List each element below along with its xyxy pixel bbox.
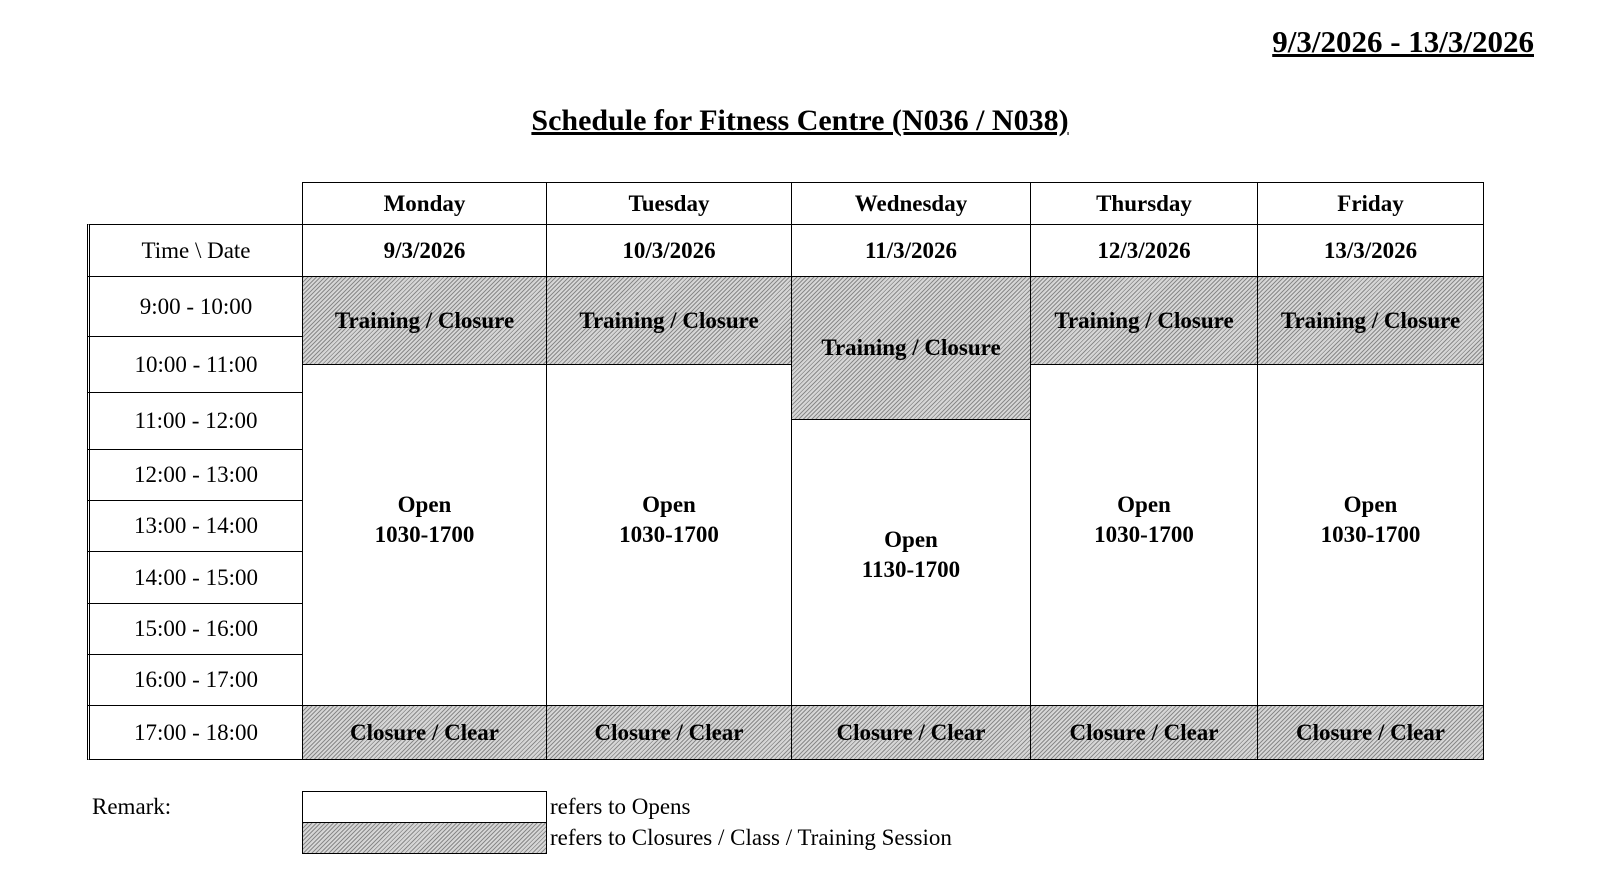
training-closure-block-friday: Training / Closure [1257, 276, 1484, 365]
day-header-tuesday: Tuesday [546, 182, 792, 225]
open-label: Open [1117, 492, 1171, 517]
legend-swatch-open [302, 791, 547, 823]
remark-label: Remark: [92, 794, 172, 819]
open-block-friday [1257, 364, 1484, 706]
time-slot: 14:00 - 15:00 [87, 551, 303, 604]
training-closure-block-thursday: Training / Closure [1030, 276, 1258, 365]
time-slot: 10:00 - 11:00 [87, 336, 303, 393]
legend-open-text: refers to Opens [550, 794, 691, 819]
time-slot: 11:00 - 12:00 [87, 392, 303, 450]
day-header-thursday: Thursday [1030, 182, 1258, 225]
open-block-tuesday [546, 364, 792, 706]
open-hours: 1030-1700 [1094, 522, 1194, 547]
open-block-monday [302, 364, 547, 706]
open-hours: 1030-1700 [374, 522, 475, 547]
date-friday: 13/3/2026 [1257, 224, 1484, 277]
closure-clear-block-tuesday: Closure / Clear [546, 705, 792, 760]
training-closure-block-wednesday: Training / Closure [791, 276, 1031, 420]
training-closure-block-tuesday: Training / Closure [546, 276, 792, 365]
date-monday: 9/3/2026 [302, 224, 547, 277]
day-header-monday: Monday [302, 182, 547, 225]
open-label: Open [884, 526, 938, 552]
closure-clear-block-wednesday: Closure / Clear [791, 705, 1031, 760]
open-block-thursday [1030, 364, 1258, 706]
time-slot: 15:00 - 16:00 [87, 603, 303, 655]
legend-swatch-closure [302, 822, 547, 854]
day-header-wednesday: Wednesday [791, 182, 1031, 225]
time-slot: 16:00 - 17:00 [87, 654, 303, 706]
open-block-wednesday [791, 419, 1031, 706]
open-label: Open [642, 492, 696, 517]
legend-closure-text: refers to Closures / Class / Training Session [550, 825, 952, 850]
time-slot: 9:00 - 10:00 [87, 276, 303, 337]
corner-label: Time \ Date [87, 224, 303, 277]
training-closure-block-monday: Training / Closure [302, 276, 547, 365]
open-label: Open [397, 492, 452, 517]
open-hours: 1130-1700 [861, 556, 961, 582]
time-slot: 17:00 - 18:00 [87, 705, 303, 760]
time-slot: 12:00 - 13:00 [87, 449, 303, 501]
date-tuesday: 10/3/2026 [546, 224, 792, 277]
open-hours: 1030-1700 [1320, 522, 1421, 547]
closure-clear-block-monday: Closure / Clear [302, 705, 547, 760]
date-thursday: 12/3/2026 [1030, 224, 1258, 277]
date-wednesday: 11/3/2026 [791, 224, 1031, 277]
date-range: 9/3/2026 - 13/3/2026 [1272, 24, 1534, 59]
closure-clear-block-friday: Closure / Clear [1257, 705, 1484, 760]
day-header-friday: Friday [1257, 182, 1484, 225]
closure-clear-block-thursday: Closure / Clear [1030, 705, 1258, 760]
open-label: Open [1343, 492, 1398, 517]
open-hours: 1030-1700 [619, 522, 719, 547]
page-title: Schedule for Fitness Centre (N036 / N038) [531, 104, 1069, 137]
time-slot: 13:00 - 14:00 [87, 500, 303, 552]
